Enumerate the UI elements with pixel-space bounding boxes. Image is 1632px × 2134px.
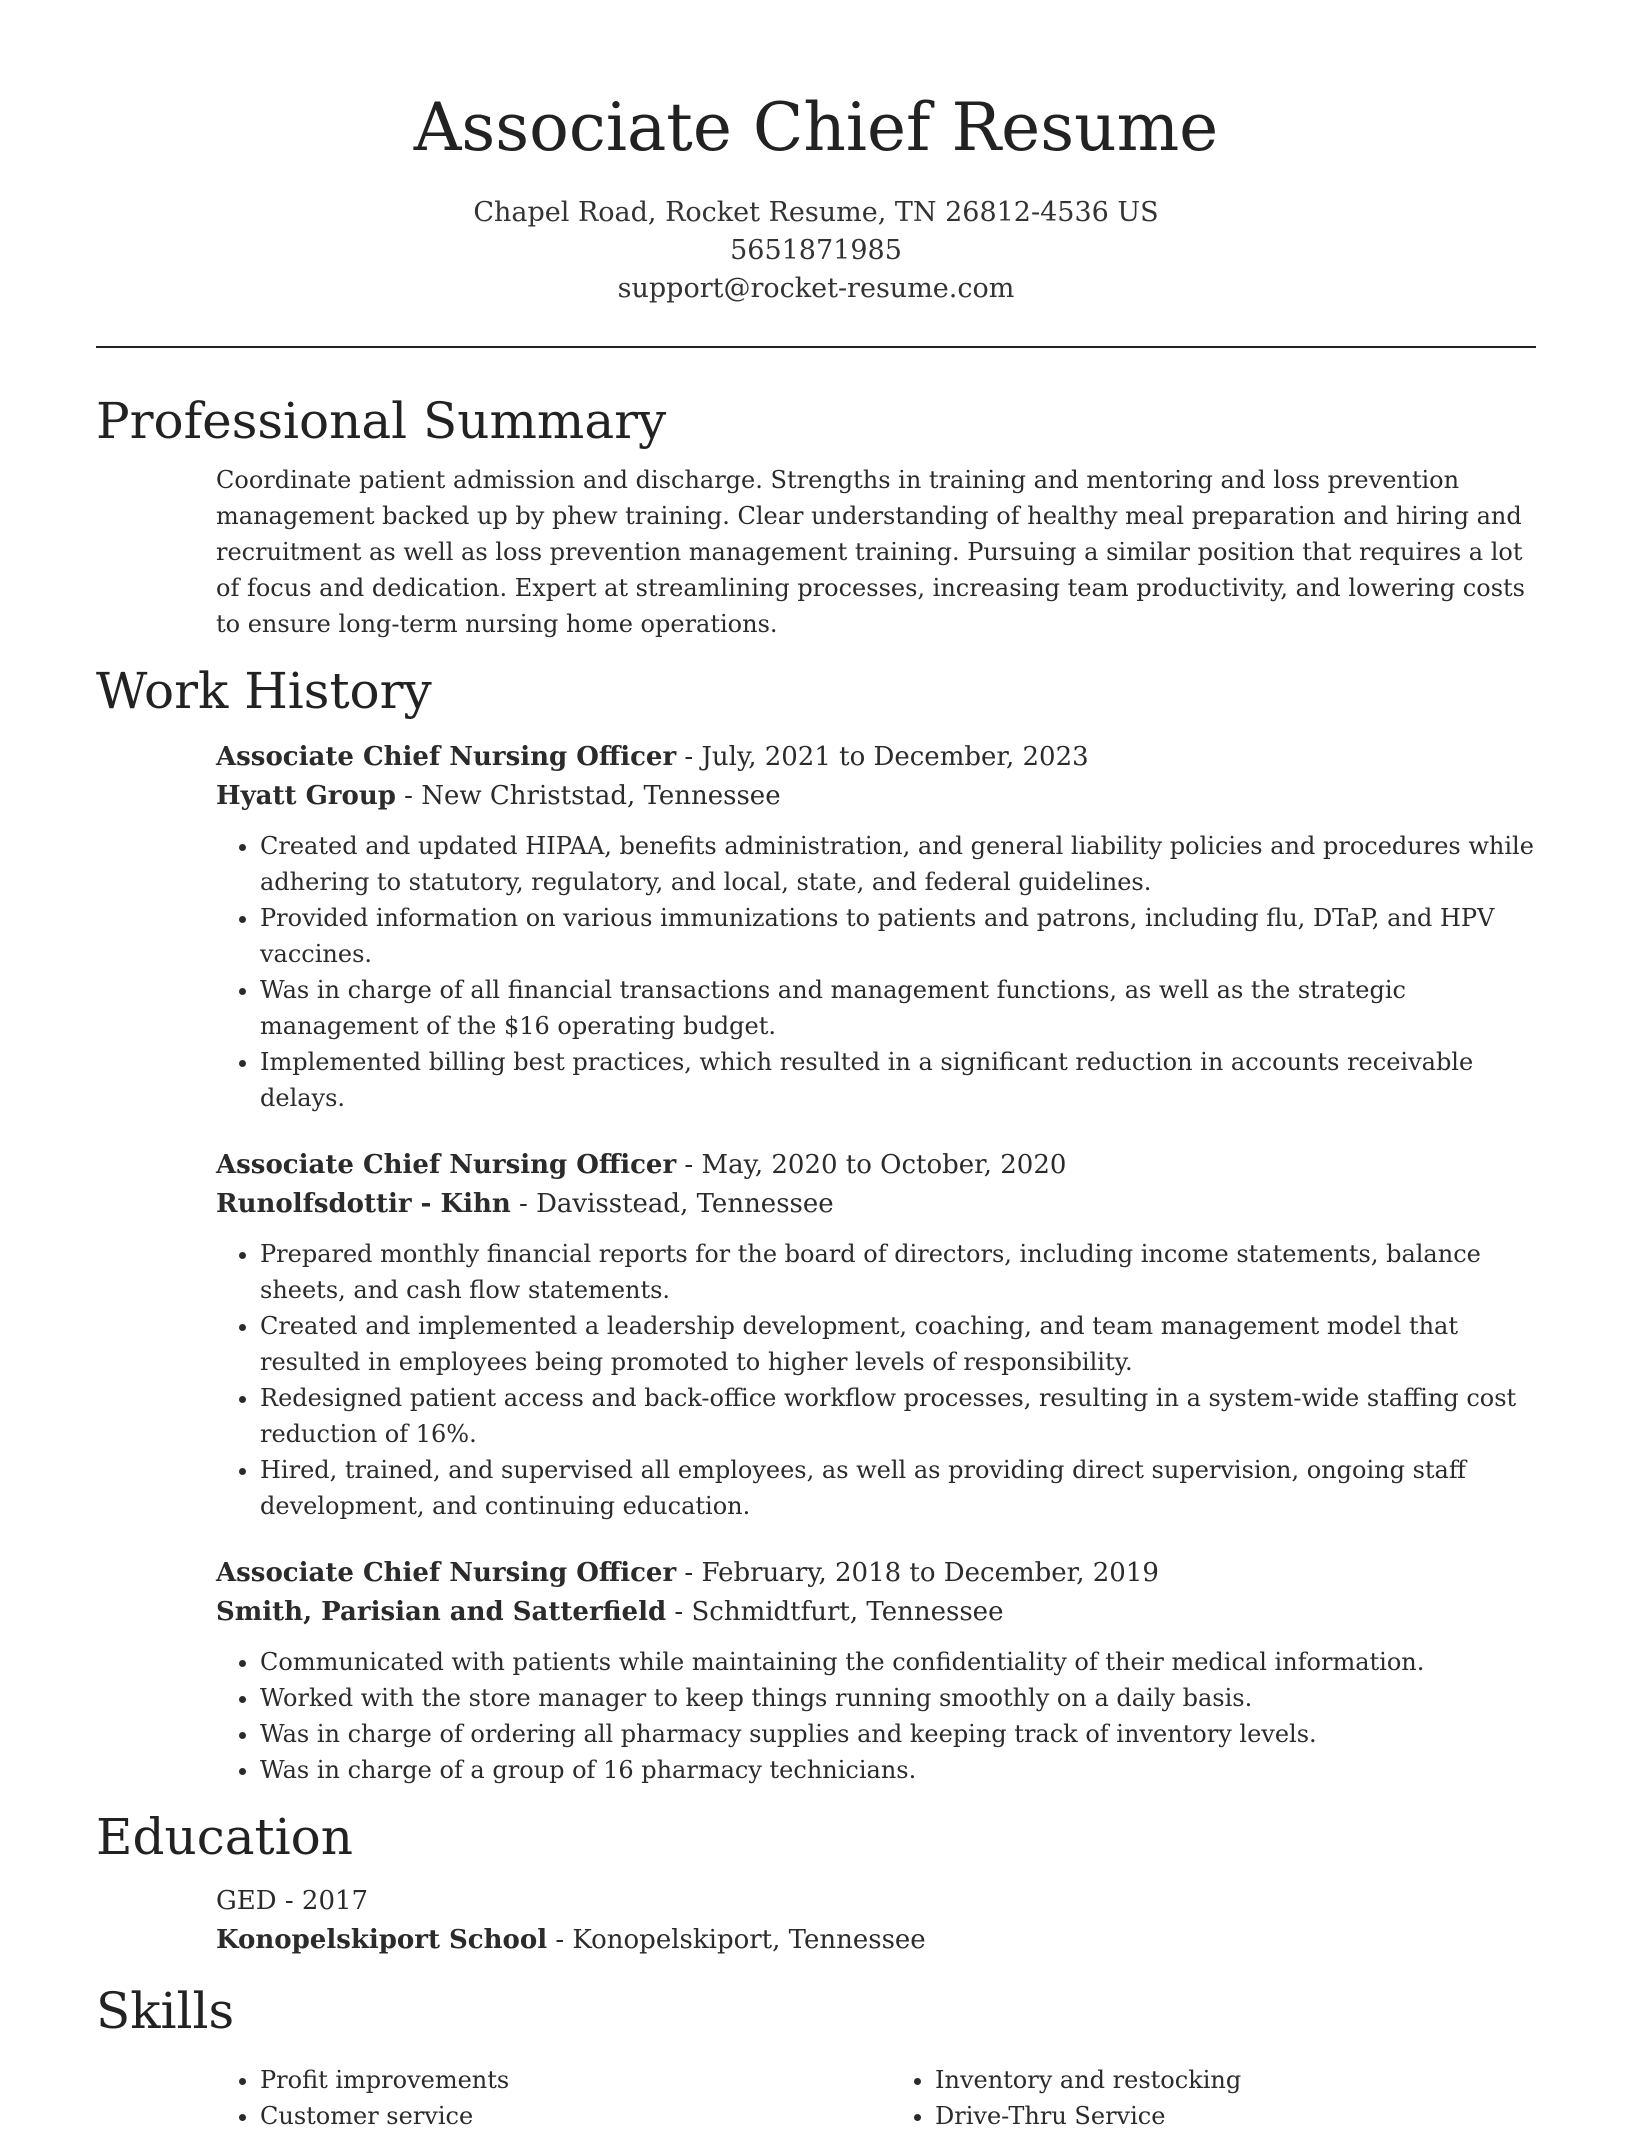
skills-heading: Skills — [96, 1982, 235, 2040]
skills-list-left — [216, 2062, 861, 2134]
job-title-line — [216, 1146, 1536, 1185]
job-location: - New Christstad, Tennessee — [395, 781, 781, 811]
job-company-line — [216, 1185, 1536, 1224]
job-dates: - July, 2021 to December, 2023 — [676, 742, 1089, 772]
email-text: support@rocket-resume.com — [617, 273, 1015, 304]
skill-item: • Inventory and restocking — [935, 2062, 1536, 2098]
job-entry — [216, 738, 1536, 1116]
job-position: Associate Chief Nursing Officer — [216, 742, 677, 772]
education-section — [96, 1806, 1536, 1960]
job-bullet: • Prepared monthly financial reports for the board of directors, including income statements, balance sheets, and cash flow statements. — [260, 1236, 1536, 1308]
education-entry — [216, 1882, 1536, 1960]
job-title-line — [216, 738, 1536, 777]
job-bullet: • Worked with the store manager to keep things running smoothly on a daily basis. — [260, 1680, 1536, 1716]
skill-item: • Profit improvements — [260, 2062, 861, 2098]
job-bullet: • Implemented billing best practices, which resulted in a significant reduction in accounts receivable delays. — [260, 1044, 1536, 1116]
job-title-line — [216, 1554, 1536, 1593]
job-bullet: • Hired, trained, and supervised all employees, as well as providing direct supervision, ongoing staff development, and continuing education. — [260, 1452, 1536, 1524]
job-company: Smith, Parisian and Satterfield — [216, 1597, 667, 1627]
resume-header — [96, 0, 1536, 308]
job-company: Runolfsdottir - Kihn — [216, 1189, 511, 1219]
job-company-line — [216, 777, 1536, 816]
job-bullet: • Created and implemented a leadership development, coaching, and team management model that resulted in employees being promoted to higher levels of responsibility. — [260, 1308, 1536, 1380]
skill-item: • Customer service — [260, 2098, 861, 2134]
job-bullet: • Was in charge of ordering all pharmacy supplies and keeping track of inventory levels. — [260, 1716, 1536, 1752]
work-history-heading: Work History — [96, 662, 432, 720]
header-divider — [96, 346, 1536, 348]
address-text: Chapel Road, Rocket Resume, TN 26812-4536 US — [473, 197, 1159, 228]
job-bullets — [216, 828, 1536, 1116]
job-entry — [216, 1554, 1536, 1788]
phone-text: 5651871985 — [730, 235, 902, 266]
skills-grid — [216, 2062, 1536, 2134]
job-location: - Davisstead, Tennessee — [510, 1189, 834, 1219]
job-bullets — [216, 1644, 1536, 1788]
job-bullet: • Was in charge of all financial transactions and management functions, as well as the strategic management of the $16 operating budget. — [260, 972, 1536, 1044]
job-bullet: • Created and updated HIPAA, benefits administration, and general liability policies and procedures while adhering to statutory, regulatory, and local, state, and federal guidelines. — [260, 828, 1536, 900]
job-position: Associate Chief Nursing Officer — [216, 1150, 677, 1180]
job-company-line — [216, 1593, 1536, 1632]
job-bullet: • Communicated with patients while maintaining the confidentiality of their medical information. — [260, 1644, 1536, 1680]
skill-item: • Drive-Thru Service — [935, 2098, 1536, 2134]
summary-section — [96, 390, 1536, 642]
summary-text: Coordinate patient admission and discharge. Strengths in training and mentoring and loss prevention management backed up by phew training. Clear understanding of healthy meal preparation and hiring and recruitment as well as loss prevention management training. Pursuing a similar position that requires a lot of focus and dedication. Expert at streamlining processes, increasing team productivity, and lowering costs to ensure long-term nursing home operations. — [216, 466, 1525, 638]
resume-page — [96, 0, 1536, 2134]
job-company: Hyatt Group — [216, 781, 396, 811]
job-entry — [216, 1146, 1536, 1524]
education-heading: Education — [96, 1808, 353, 1866]
education-degree: GED - 2017 — [216, 1886, 369, 1916]
job-location: - Schmidtfurt, Tennessee — [666, 1597, 1004, 1627]
job-bullets — [216, 1236, 1536, 1524]
contact-block — [96, 194, 1536, 308]
job-dates: - February, 2018 to December, 2019 — [676, 1558, 1159, 1588]
job-bullet: • Provided information on various immunizations to patients and patrons, including flu, DTaP, and HPV vaccines. — [260, 900, 1536, 972]
job-dates: - May, 2020 to October, 2020 — [676, 1150, 1067, 1180]
job-bullet: • Was in charge of a group of 16 pharmacy technicians. — [260, 1752, 1536, 1788]
skills-section — [96, 1980, 1536, 2134]
summary-heading: Professional Summary — [96, 392, 667, 450]
work-history-section — [96, 660, 1536, 1788]
education-school-line — [216, 1921, 1536, 1960]
skills-list-right — [891, 2062, 1536, 2134]
resume-title: Associate Chief Resume — [413, 89, 1219, 166]
job-position: Associate Chief Nursing Officer — [216, 1558, 677, 1588]
education-location: - Konopelskiport, Tennessee — [547, 1925, 926, 1955]
job-bullet: • Redesigned patient access and back-office workflow processes, resulting in a system-wide staffing cost reduction of 16%. — [260, 1380, 1536, 1452]
education-school: Konopelskiport School — [216, 1925, 548, 1955]
